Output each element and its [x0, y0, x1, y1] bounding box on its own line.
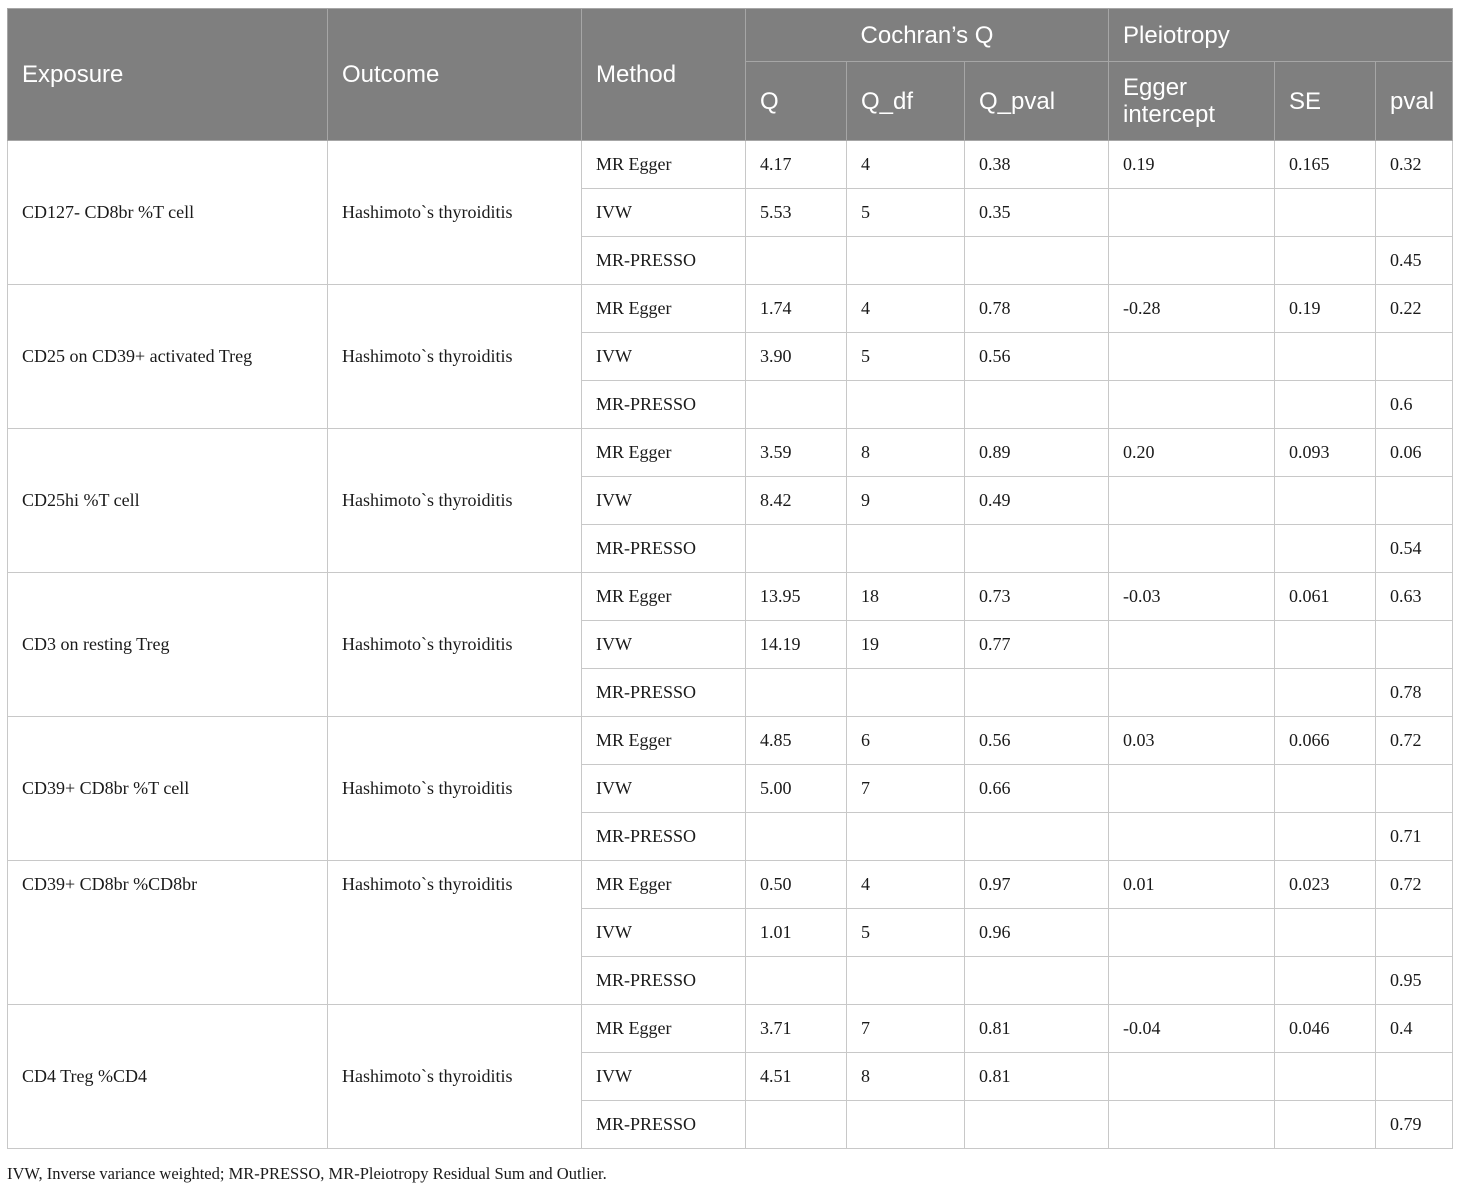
se-cell: 0.061	[1275, 573, 1376, 621]
q-pval-cell: 0.89	[965, 429, 1109, 477]
q-pval-cell	[965, 381, 1109, 429]
egger-intercept-cell	[1109, 909, 1275, 957]
q-df-cell: 8	[847, 429, 965, 477]
exposure-cell: CD127- CD8br %T cell	[8, 141, 328, 285]
pval-cell: 0.71	[1376, 813, 1453, 861]
q-pval-cell: 0.81	[965, 1005, 1109, 1053]
q-cell	[746, 957, 847, 1005]
q-pval-cell: 0.35	[965, 189, 1109, 237]
pval-cell	[1376, 189, 1453, 237]
pval-cell: 0.78	[1376, 669, 1453, 717]
method-cell: MR-PRESSO	[582, 525, 746, 573]
exposure-cell: CD25hi %T cell	[8, 429, 328, 573]
egger-intercept-cell	[1109, 477, 1275, 525]
q-pval-cell: 0.77	[965, 621, 1109, 669]
pval-cell: 0.32	[1376, 141, 1453, 189]
exposure-cell: CD39+ CD8br %T cell	[8, 717, 328, 861]
outcome-cell: Hashimoto`s thyroiditis	[328, 141, 582, 285]
egger-intercept-cell	[1109, 1053, 1275, 1101]
q-cell: 3.71	[746, 1005, 847, 1053]
egger-intercept-cell: 0.20	[1109, 429, 1275, 477]
pval-cell: 0.45	[1376, 237, 1453, 285]
se-cell	[1275, 957, 1376, 1005]
egger-intercept-cell: -0.03	[1109, 573, 1275, 621]
q-pval-cell: 0.66	[965, 765, 1109, 813]
pval-cell: 0.79	[1376, 1101, 1453, 1149]
egger-intercept-cell	[1109, 189, 1275, 237]
method-cell: MR Egger	[582, 861, 746, 909]
header-pval: pval	[1376, 62, 1453, 141]
exposure-cell: CD39+ CD8br %CD8br	[8, 861, 328, 1005]
se-cell: 0.19	[1275, 285, 1376, 333]
q-df-cell: 5	[847, 909, 965, 957]
table-row	[8, 141, 1453, 189]
se-cell	[1275, 765, 1376, 813]
se-cell	[1275, 669, 1376, 717]
header-exposure: Exposure	[8, 9, 328, 141]
table-row	[8, 861, 1453, 909]
se-cell	[1275, 333, 1376, 381]
method-cell: IVW	[582, 1053, 746, 1101]
pval-cell: 0.95	[1376, 957, 1453, 1005]
pval-cell: 0.4	[1376, 1005, 1453, 1053]
q-pval-cell	[965, 813, 1109, 861]
egger-intercept-cell	[1109, 813, 1275, 861]
method-cell: MR Egger	[582, 1005, 746, 1053]
q-df-cell	[847, 237, 965, 285]
table-row	[8, 1005, 1453, 1053]
table-row	[8, 285, 1453, 333]
method-cell: MR Egger	[582, 573, 746, 621]
q-df-cell: 19	[847, 621, 965, 669]
outcome-cell: Hashimoto`s thyroiditis	[328, 429, 582, 573]
exposure-cell: CD4 Treg %CD4	[8, 1005, 328, 1149]
se-cell: 0.165	[1275, 141, 1376, 189]
q-df-cell: 5	[847, 333, 965, 381]
q-df-cell: 18	[847, 573, 965, 621]
pval-cell	[1376, 333, 1453, 381]
q-cell: 3.59	[746, 429, 847, 477]
header-pleiotropy: Pleiotropy	[1109, 9, 1453, 62]
pval-cell	[1376, 621, 1453, 669]
se-cell	[1275, 909, 1376, 957]
q-cell: 4.85	[746, 717, 847, 765]
egger-intercept-cell: -0.28	[1109, 285, 1275, 333]
method-cell: IVW	[582, 909, 746, 957]
method-cell: MR-PRESSO	[582, 237, 746, 285]
q-cell: 8.42	[746, 477, 847, 525]
pval-cell	[1376, 765, 1453, 813]
method-cell: MR Egger	[582, 141, 746, 189]
method-cell: IVW	[582, 477, 746, 525]
header-method: Method	[582, 9, 746, 141]
table-row	[8, 429, 1453, 477]
method-cell: MR-PRESSO	[582, 813, 746, 861]
egger-intercept-cell: 0.03	[1109, 717, 1275, 765]
pval-cell: 0.6	[1376, 381, 1453, 429]
q-df-cell: 4	[847, 141, 965, 189]
q-df-cell: 8	[847, 1053, 965, 1101]
q-cell	[746, 813, 847, 861]
egger-intercept-cell	[1109, 237, 1275, 285]
se-cell	[1275, 1101, 1376, 1149]
exposure-cell: CD3 on resting Treg	[8, 573, 328, 717]
egger-intercept-cell: 0.01	[1109, 861, 1275, 909]
method-cell: IVW	[582, 621, 746, 669]
q-cell: 13.95	[746, 573, 847, 621]
method-cell: MR Egger	[582, 717, 746, 765]
pval-cell	[1376, 477, 1453, 525]
se-cell: 0.046	[1275, 1005, 1376, 1053]
q-df-cell	[847, 957, 965, 1005]
egger-intercept-cell	[1109, 957, 1275, 1005]
table-body	[8, 141, 1453, 1149]
egger-intercept-cell	[1109, 525, 1275, 573]
method-cell: MR-PRESSO	[582, 1101, 746, 1149]
header-q-df: Q_df	[847, 62, 965, 141]
q-pval-cell: 0.96	[965, 909, 1109, 957]
q-df-cell: 9	[847, 477, 965, 525]
q-pval-cell: 0.49	[965, 477, 1109, 525]
method-cell: MR-PRESSO	[582, 957, 746, 1005]
table-row	[8, 573, 1453, 621]
table-row	[8, 717, 1453, 765]
q-pval-cell	[965, 1101, 1109, 1149]
header-q-pval: Q_pval	[965, 62, 1109, 141]
se-cell	[1275, 813, 1376, 861]
q-cell: 14.19	[746, 621, 847, 669]
table-header	[8, 9, 1453, 141]
se-cell: 0.066	[1275, 717, 1376, 765]
egger-intercept-cell	[1109, 765, 1275, 813]
egger-intercept-cell	[1109, 381, 1275, 429]
q-pval-cell: 0.56	[965, 333, 1109, 381]
egger-intercept-cell	[1109, 669, 1275, 717]
header-q: Q	[746, 62, 847, 141]
se-cell	[1275, 525, 1376, 573]
q-cell: 4.17	[746, 141, 847, 189]
q-pval-cell	[965, 525, 1109, 573]
exposure-cell: CD25 on CD39+ activated Treg	[8, 285, 328, 429]
q-pval-cell: 0.56	[965, 717, 1109, 765]
q-df-cell	[847, 813, 965, 861]
se-cell	[1275, 477, 1376, 525]
q-cell	[746, 237, 847, 285]
q-df-cell	[847, 381, 965, 429]
q-cell: 5.00	[746, 765, 847, 813]
q-cell: 4.51	[746, 1053, 847, 1101]
pval-cell	[1376, 909, 1453, 957]
q-cell: 3.90	[746, 333, 847, 381]
q-pval-cell: 0.97	[965, 861, 1109, 909]
q-df-cell	[847, 1101, 965, 1149]
egger-intercept-cell: -0.04	[1109, 1005, 1275, 1053]
method-cell: MR Egger	[582, 429, 746, 477]
egger-intercept-cell: 0.19	[1109, 141, 1275, 189]
method-cell: MR-PRESSO	[582, 669, 746, 717]
q-df-cell	[847, 525, 965, 573]
egger-intercept-cell	[1109, 621, 1275, 669]
se-cell	[1275, 237, 1376, 285]
se-cell: 0.093	[1275, 429, 1376, 477]
q-df-cell: 4	[847, 285, 965, 333]
q-df-cell: 7	[847, 765, 965, 813]
method-cell: IVW	[582, 333, 746, 381]
outcome-cell: Hashimoto`s thyroiditis	[328, 285, 582, 429]
q-pval-cell	[965, 669, 1109, 717]
q-df-cell: 7	[847, 1005, 965, 1053]
q-pval-cell	[965, 957, 1109, 1005]
header-outcome: Outcome	[328, 9, 582, 141]
se-cell	[1275, 189, 1376, 237]
q-cell	[746, 381, 847, 429]
q-df-cell: 5	[847, 189, 965, 237]
outcome-cell: Hashimoto`s thyroiditis	[328, 573, 582, 717]
pval-cell: 0.63	[1376, 573, 1453, 621]
q-cell: 1.74	[746, 285, 847, 333]
se-cell	[1275, 621, 1376, 669]
q-pval-cell: 0.78	[965, 285, 1109, 333]
q-df-cell: 4	[847, 861, 965, 909]
q-cell: 0.50	[746, 861, 847, 909]
egger-intercept-cell	[1109, 333, 1275, 381]
pval-cell: 0.72	[1376, 861, 1453, 909]
q-cell: 5.53	[746, 189, 847, 237]
q-pval-cell	[965, 237, 1109, 285]
q-pval-cell: 0.38	[965, 141, 1109, 189]
q-pval-cell: 0.73	[965, 573, 1109, 621]
table-footnote: IVW, Inverse variance weighted; MR-PRESSO, MR-Pleiotropy Residual Sum and Outlier.	[7, 1164, 607, 1183]
pval-cell: 0.06	[1376, 429, 1453, 477]
egger-intercept-cell	[1109, 1101, 1275, 1149]
q-cell	[746, 1101, 847, 1149]
header-se: SE	[1275, 62, 1376, 141]
method-cell: MR Egger	[582, 285, 746, 333]
q-cell: 1.01	[746, 909, 847, 957]
q-pval-cell: 0.81	[965, 1053, 1109, 1101]
q-cell	[746, 525, 847, 573]
q-df-cell: 6	[847, 717, 965, 765]
q-df-cell	[847, 669, 965, 717]
header-cochrans-q: Cochran’s Q	[746, 9, 1109, 62]
pval-cell: 0.54	[1376, 525, 1453, 573]
results-table	[7, 8, 1453, 1149]
method-cell: IVW	[582, 189, 746, 237]
header-egger-intercept: Egger intercept	[1109, 62, 1275, 141]
method-cell: IVW	[582, 765, 746, 813]
outcome-cell: Hashimoto`s thyroiditis	[328, 1005, 582, 1149]
q-cell	[746, 669, 847, 717]
outcome-cell: Hashimoto`s thyroiditis	[328, 717, 582, 861]
se-cell	[1275, 381, 1376, 429]
se-cell: 0.023	[1275, 861, 1376, 909]
pval-cell: 0.72	[1376, 717, 1453, 765]
pval-cell: 0.22	[1376, 285, 1453, 333]
outcome-cell: Hashimoto`s thyroiditis	[328, 861, 582, 1005]
pval-cell	[1376, 1053, 1453, 1101]
results-table-container	[7, 8, 1452, 1149]
se-cell	[1275, 1053, 1376, 1101]
method-cell: MR-PRESSO	[582, 381, 746, 429]
